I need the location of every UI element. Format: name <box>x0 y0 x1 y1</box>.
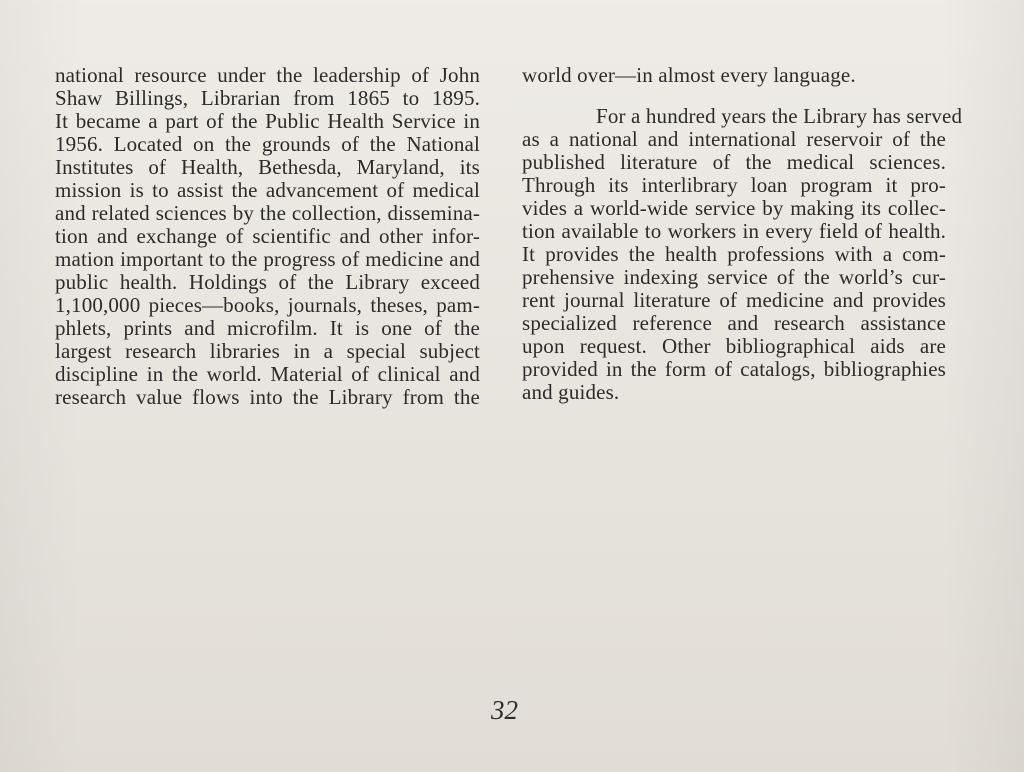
text-line: and related sciences by the collection, dissemina- <box>55 201 480 225</box>
text-line: 1956. Located on the grounds of the National <box>55 132 480 156</box>
text-line: Institutes of Health, Bethesda, Maryland, its <box>55 155 480 179</box>
text-line: 1,100,000 pieces—books, journals, theses, pam- <box>55 293 480 317</box>
text-line: upon request. Other bibliographical aids are <box>522 334 946 358</box>
text-line: Shaw Billings, Librarian from 1865 to 1895. <box>55 86 480 110</box>
text-line: as a national and international reservoir of the <box>522 127 946 151</box>
text-line: provided in the form of catalogs, bibliographies <box>522 357 946 381</box>
text-line: phlets, prints and microfilm. It is one of the <box>55 316 480 340</box>
text-line: It became a part of the Public Health Service in <box>55 109 480 133</box>
text-line: Through its interlibrary loan program it pro- <box>522 173 946 197</box>
text-line: tion available to workers in every field of health. <box>522 219 946 243</box>
text-line: and guides. <box>522 380 620 404</box>
text-line: largest research libraries in a special subject <box>55 339 480 363</box>
text-line: tion and exchange of scientific and other infor- <box>55 224 480 248</box>
text-line: rent journal literature of medicine and provides <box>522 288 946 312</box>
page-number: 32 <box>491 695 518 725</box>
text-line: published literature of the medical sciences. <box>522 150 946 174</box>
text-line: prehensive indexing service of the world’s cur- <box>522 265 946 289</box>
text-line: vides a world-wide service by making its collec- <box>522 196 946 220</box>
text-line: mation important to the progress of medicine and <box>55 247 480 271</box>
text-line: discipline in the world. Material of clinical and <box>55 362 480 386</box>
text-line: national resource under the leadership of John <box>55 63 480 87</box>
left-text-column <box>55 64 480 409</box>
text-line: For a hundred years the Library has served <box>596 104 963 128</box>
text-line: world over—in almost every language. <box>522 63 856 87</box>
right-text-column <box>522 63 963 404</box>
text-line: specialized reference and research assistance <box>522 311 946 335</box>
text-line: mission is to assist the advancement of medical <box>55 178 480 202</box>
text-line: research value flows into the Library from the <box>55 385 480 409</box>
paragraph-break <box>522 87 946 105</box>
text-line: It provides the health professions with a com- <box>522 242 946 266</box>
text-line: public health. Holdings of the Library exceed <box>55 270 480 294</box>
